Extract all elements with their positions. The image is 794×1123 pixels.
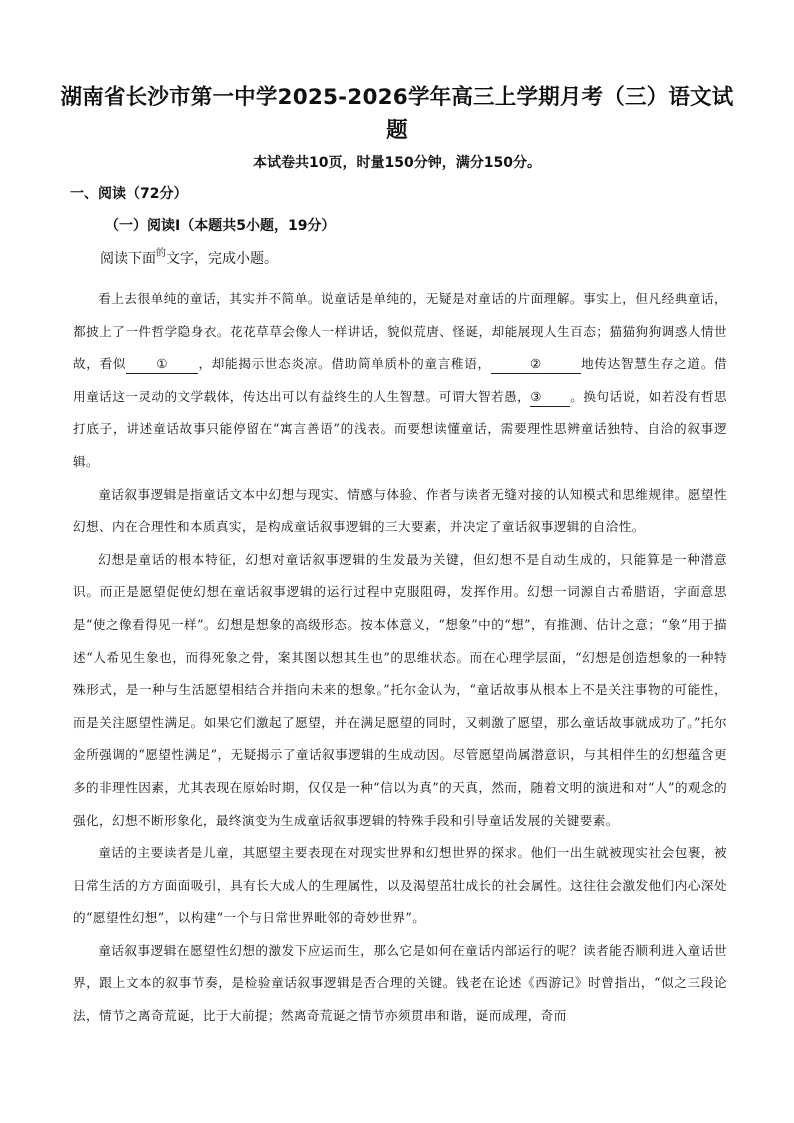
- exam-info: 本试卷共10页，时量150分钟，满分150分。: [253, 155, 541, 171]
- paragraph-3: 幻想是童话的根本特征，幻想对童话叙事逻辑的生发最为关键，但幻想不是自动生成的，只能算是一种潜意识。而正是愿望促使幻想在童话叙事逻辑的运行过程中克服阻碍，发挥作用。幻想一词源自古希腊语，字面意思是“使之像看得见一样”。幻想是想象的高级形态。按本体意义，“想象”中的“想”，有推测、估计之意；“象”用于描述“人希见生象也，而得死象之骨，案其图以想其生也”的思维状态。而在心理学层面，“幻想是创造想象的一种特殊形式，是一种与生活愿望相结合并指向未来的想象。”托尔金认为，“童话故事从根本上不是关注事物的可能性，而是关注愿望性满足。如果它们激起了愿望，并在满足愿望的同时，又刺激了愿望，那么童话故事就成功了。”托尔金所强调的“愿望性满足”，无疑揭示了童话叙事逻辑的生成动因。尽管愿望尚属潜意识，与其相伴生的幻想蕴含更多的非理性因素，尤其表现在原始时期，仅仅是一种“信以为真”的天真，然而，随着文明的演进和对“人”的观念的强化，幻想不断形象化，最终演变为生成童话叙事逻辑的特殊手段和引导童话发展的关键要素。: [73, 551, 727, 828]
- paragraph-4: 童话的主要读者是儿童，其愿望主要表现在对现实世界和幻想世界的探求。他们一出生就被现实社会包裹，被日常生活的方方面面吸引，具有长大成人的生理属性，以及渴望茁壮成长的社会属性。这往往会激发他们内心深处的“愿望性幻想”，以构建“一个与日常世界毗邻的奇妙世界”。: [73, 845, 727, 926]
- blank-3: ③: [530, 388, 570, 407]
- paragraph-1-part-d: 。换句话说，如若没有哲思打底子，讲述童话故事只能停留在“寓言善语”的浅表。而要想读懂童话，需要理性思辨童话独特、自洽的叙事逻辑。: [73, 388, 727, 469]
- blank-2: ②: [491, 355, 581, 374]
- document-title-line2: 题: [386, 118, 408, 143]
- section-heading: 一、阅读（72分）: [70, 186, 188, 202]
- paragraph-2: 童话叙事逻辑是指童话文本中幻想与现实、情感与体验、作者与读者无缝对接的认知模式和思维规律。愿望性幻想、内在合理性和本质真实，是构成童话叙事逻辑的三大要素，并决定了童话叙事逻辑的自洽性。: [73, 486, 727, 535]
- paragraph-1-part-c: 地传达智慧生存之道。借用童话这一灵动的文学载体，传达出可以有益终生的人生智慧。可谓大智若愚，: [73, 356, 727, 404]
- subsection-heading: （一）阅读Ⅰ（本题共5小题，19分）: [105, 218, 336, 234]
- paragraph-1-part-a: 看上去很单纯的童话，其实并不简单。说童话是单纯的，无疑是对童话的片面理解。事实上，但凡经典童话，都披上了一件哲学隐身衣。花花草草会像人一样讲话，貌似荒唐、怪诞，却能展现人生百态；猫猫狗狗调惑人情世故，看似: [73, 291, 727, 372]
- reading-instruction: [100, 248, 278, 268]
- document-title-line1: 湖南省长沙市第一中学2025-2026学年高三上学期月考（三）语文试: [60, 85, 734, 110]
- paragraph-1: [73, 283, 727, 479]
- paragraph-5: 童话叙事逻辑在愿望性幻想的激发下应运而生，那么它是如何在童话内部运行的呢？读者能否顺利进入童话世界，跟上文本的叙事节奏，是检验童话叙事逻辑是否合理的关键。钱老在论述《西游记》时曾指出，“似之三段论法，情节之离奇荒诞，比于大前提；然离奇荒诞之情节亦须贯串和谐，诞而成理，奇而: [73, 942, 727, 1024]
- instruction-text-post: 文字，完成小题。: [166, 251, 278, 267]
- instruction-superscript: 的: [156, 248, 166, 259]
- blank-1: ①: [126, 355, 198, 374]
- paragraph-1-part-b: ，却能揭示世态炎凉。借助简单质朴的童言稚语，: [198, 356, 491, 372]
- passage-body: [73, 283, 727, 1033]
- instruction-text-pre: 阅读下面: [100, 251, 156, 267]
